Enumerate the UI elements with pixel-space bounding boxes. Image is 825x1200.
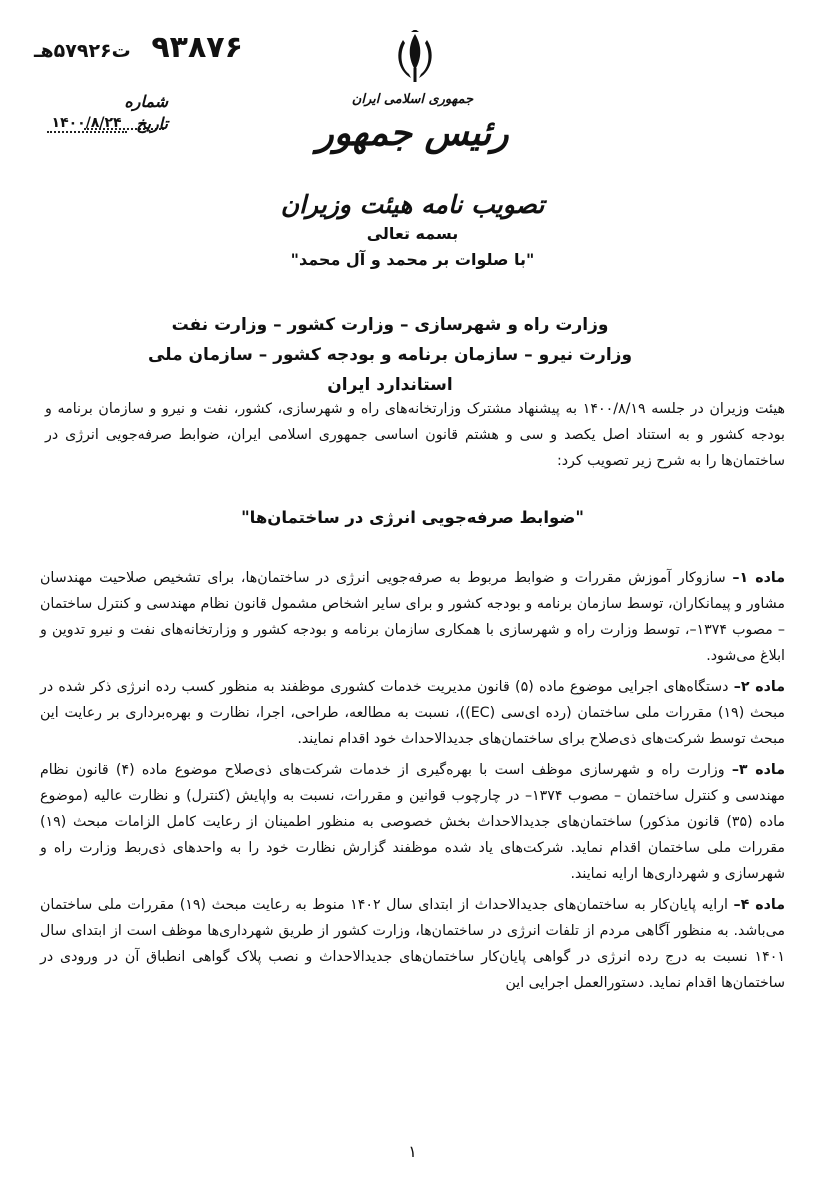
cabinet-approval-heading: تصویب نامه هیئت وزیران — [280, 190, 545, 219]
article-text: ارایه پایان‌کار به ساختمان‌های جدیدالاحداث از ابتدای سال ۱۴۰۲ منوط به رعایت مبحث (۱۹) مقررات ملی ساختمان می‌باشد. به منظور آگاهی مردم از تلفات انرژی در ساختمان‌ها، وزارت کشور از طریق شهرداری‌ها موظف است از ابتدای سال ۱۴۰۱ نسبت به درج رده انرژی در گواهی پایان‌کار ساختمان‌های جدیدالاحداث و نصب پلاک گواهی انطباق آن در ورودی در ساختمان‌ها اقدام نماید. دستورالعمل اجرایی این — [40, 897, 785, 991]
number-label: شماره — [124, 92, 168, 111]
article-heading: ماده ۱– — [732, 570, 785, 586]
article-text: سازوکار آموزش مقررات و ضوابط مربوط به صرفه‌جویی انرژی در ساختمان‌ها، برای تشخیص صلاحیت مهندسان مشاور و پیمانکاران، توسط سازمان برنامه و بودجه کشور و برای سایر اشخاص مشمول قانون نظام مهندسی و کنترل ساختمان – مصوب ۱۳۷۴–، توسط وزارت راه و شهرسازی با همکاری سازمان برنامه و بودجه کشور و وزارتخانه‌های نفت و نیرو تدوین و ابلاغ می‌شود. — [40, 570, 786, 664]
article-heading: ماده ۲– — [733, 679, 785, 695]
iran-emblem-icon — [391, 30, 439, 88]
republic-heading: جمهوری اسلامی ایران — [351, 92, 474, 107]
article-3 — [40, 757, 785, 887]
page-number: ۱ — [408, 1142, 417, 1161]
basmala: بسمه تعالی — [366, 224, 459, 243]
date-value: ۱۴۰۰/۸/۲۴ — [47, 115, 127, 133]
articles — [40, 565, 785, 1001]
reference-code — [34, 30, 243, 65]
intro-paragraph: هیئت وزیران در جلسه ۱۴۰۰/۸/۱۹ به پیشنهاد مشترک وزارتخانه‌های راه و شهرسازی، کشور، نفت و نیرو و سازمان برنامه و بودجه کشور و به استناد اصل یکصد و سی و هشتم قانون اساسی جمهوری اسلامی ایران، ضوابط صرفه‌جویی انرژی در ساختمان‌ها را به شرح زیر تصویب کرد: — [45, 401, 785, 469]
addressees — [120, 310, 660, 400]
article-4 — [40, 892, 785, 996]
addressees-line-1: وزارت راه و شهرسازی – وزارت کشور – وزارت نفت — [171, 315, 609, 335]
date-label: تاریخ — [136, 114, 168, 133]
reference-text: ت۵۷۹۲۶هـ — [34, 40, 131, 62]
article-text: وزارت راه و شهرسازی موظف است با بهره‌گیری از خدمات شرکت‌های ذی‌صلاح موضوع ماده (۴) قانون نظام مهندسی و کنترل ساختمان – مصوب ۱۳۷۴– در چارچوب قوانین و مقررات، نسبت به واپایش (کنترل) و نظارت عالیه (موضوع ماده (۳۵) قانون مذکور) ساختمان‌های جدیدالاحداث بخش خصوصی به منظور اطمینان از رعایت کامل الزامات مبحث (۱۹) مقررات ملی ساختمان اقدام نماید. شرکت‌های یاد شده موظفند گزارش نظارت خود را به واحدهای ذی‌ربط وزارت راه و شهرسازی و شهرداری‌ها ارایه نمایند. — [40, 762, 785, 882]
addressees-line-2: وزارت نیرو – سازمان برنامه و بودجه کشور – سازمان ملی استاندارد ایران — [147, 345, 633, 395]
article-heading: ماده ۴– — [733, 897, 785, 913]
reference-number: ۹۳۸۷۶ — [151, 30, 243, 65]
article-text: دستگاه‌های اجرایی موضوع ماده (۵) قانون مدیریت خدمات کشوری موظفند به منظور کسب رده انرژی ذکر شده در مبحث (۱۹) مقررات ملی ساختمان (رده ای‌سی (EC))، نسبت به مطالعه، طراحی، اجرا، نظارت و بهره‌برداری بر رعایت این مبحث توسط شرکت‌های ذی‌صلاح برای ساختمان‌های جدیدالاحداث خود اقدام نمایند. — [40, 679, 785, 747]
president-heading: رئیس جمهور — [316, 112, 509, 154]
article-2 — [40, 674, 785, 752]
document-title: "ضوابط صرفه‌جویی انرژی در ساختمان‌ها" — [241, 508, 584, 527]
salawat: "با صلوات بر محمد و آل محمد" — [290, 250, 535, 269]
article-1 — [40, 565, 785, 669]
article-heading: ماده ۳– — [731, 762, 785, 778]
